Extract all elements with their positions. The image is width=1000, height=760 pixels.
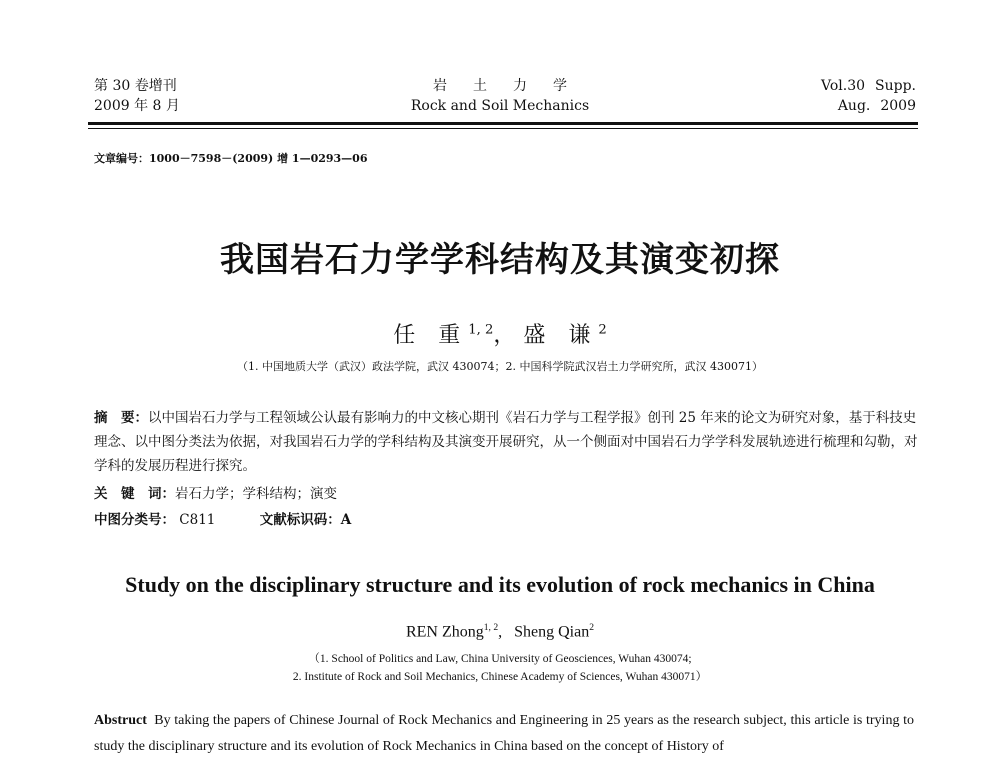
doc-code-value: A [340,512,352,528]
header-rule-thick [88,122,918,125]
author-2-en: Sheng Qian [514,623,590,641]
journal-volume-en [821,76,916,116]
month-label: Aug. [837,98,871,114]
authors-cn [0,318,1000,349]
header-rule-thin [88,128,918,129]
clc-value: C811 [179,512,216,528]
abstract-cn-text: 以中国岩石力学与工程领域公认最有影响力的中文核心期刊《岩石力学与工程学报》创刊 25 年来的论文为研究对象，基于科技史理念、以中图分类法为依据，对我国岩石力学的学科结构及其演变开展研究，从一个侧面对中国岩石力学学科发展轨迹进行梳理和勾勒，对学科的发展历程进行探究。 [94,410,918,474]
affiliation-en-line-2: 2. Institute of Rock and Soil Mechanics, Chinese Academy of Sciences, Wuhan 430071） [292,671,708,683]
abstract-cn-label: 摘 要： [94,410,148,426]
journal-name-cn: 岩土力学 [433,78,593,94]
author-2-cn-affil: 2 [598,322,607,338]
year-label: 2009 [880,98,916,114]
authors-en [0,622,1000,641]
abstract-en [94,708,914,760]
abstract-cn [94,406,924,478]
paper-title-cn: 我国岩石力学学科结构及其演变初探 [220,240,780,280]
author-1-cn: 任 重 [393,323,469,348]
issue-volume: 第 30 卷增刊 [94,78,177,94]
doc-code-label: 文献标识码： [259,512,341,528]
paper-title-en: Study on the disciplinary structure and its evolution of rock mechanics in China [125,572,875,597]
keywords-cn-label: 关 键 词： [94,486,175,502]
author-separator-cn: ， [493,323,524,348]
author-2-en-affil: 2 [589,622,595,633]
abstract-en-label: Abstruct [94,713,147,728]
clc-label: 中图分类号： [94,512,175,528]
author-1-cn-affil: 1, 2 [468,322,494,338]
classification-cn [94,508,351,528]
abstract-en-text: By taking the papers of Chinese Journal of Rock Mechanics and Engineering in 25 years as the research subject, this article is trying to study the disciplinary structure and its evolution of Rock Mechanics in China based on the concept of History of [94,713,915,754]
author-2-cn: 盛 谦 [523,323,599,348]
issue-date: 2009 年 8 月 [94,98,180,114]
author-1-en: REN Zhong [405,623,484,641]
article-number: 文章编号：1000－7598－(2009) 增 1—0293—06 [94,152,368,165]
journal-name-en: Rock and Soil Mechanics [410,98,590,114]
keywords-cn-text: 岩石力学；学科结构；演变 [175,486,337,502]
affiliations-cn: （1. 中国地质大学（武汉）政法学院，武汉 430074；2. 中国科学院武汉岩土力学研究所，武汉 430071） [237,360,763,373]
author-1-en-affil: 1, 2 [483,622,499,633]
keywords-cn [94,482,337,502]
affiliation-en-line-1: （1. School of Politics and Law, China University of Geosciences, Wuhan 430074; [308,653,692,665]
supp-label: Supp. [875,78,916,94]
volume-label: Vol.30 [821,78,866,94]
author-separator-en: , [498,623,503,641]
